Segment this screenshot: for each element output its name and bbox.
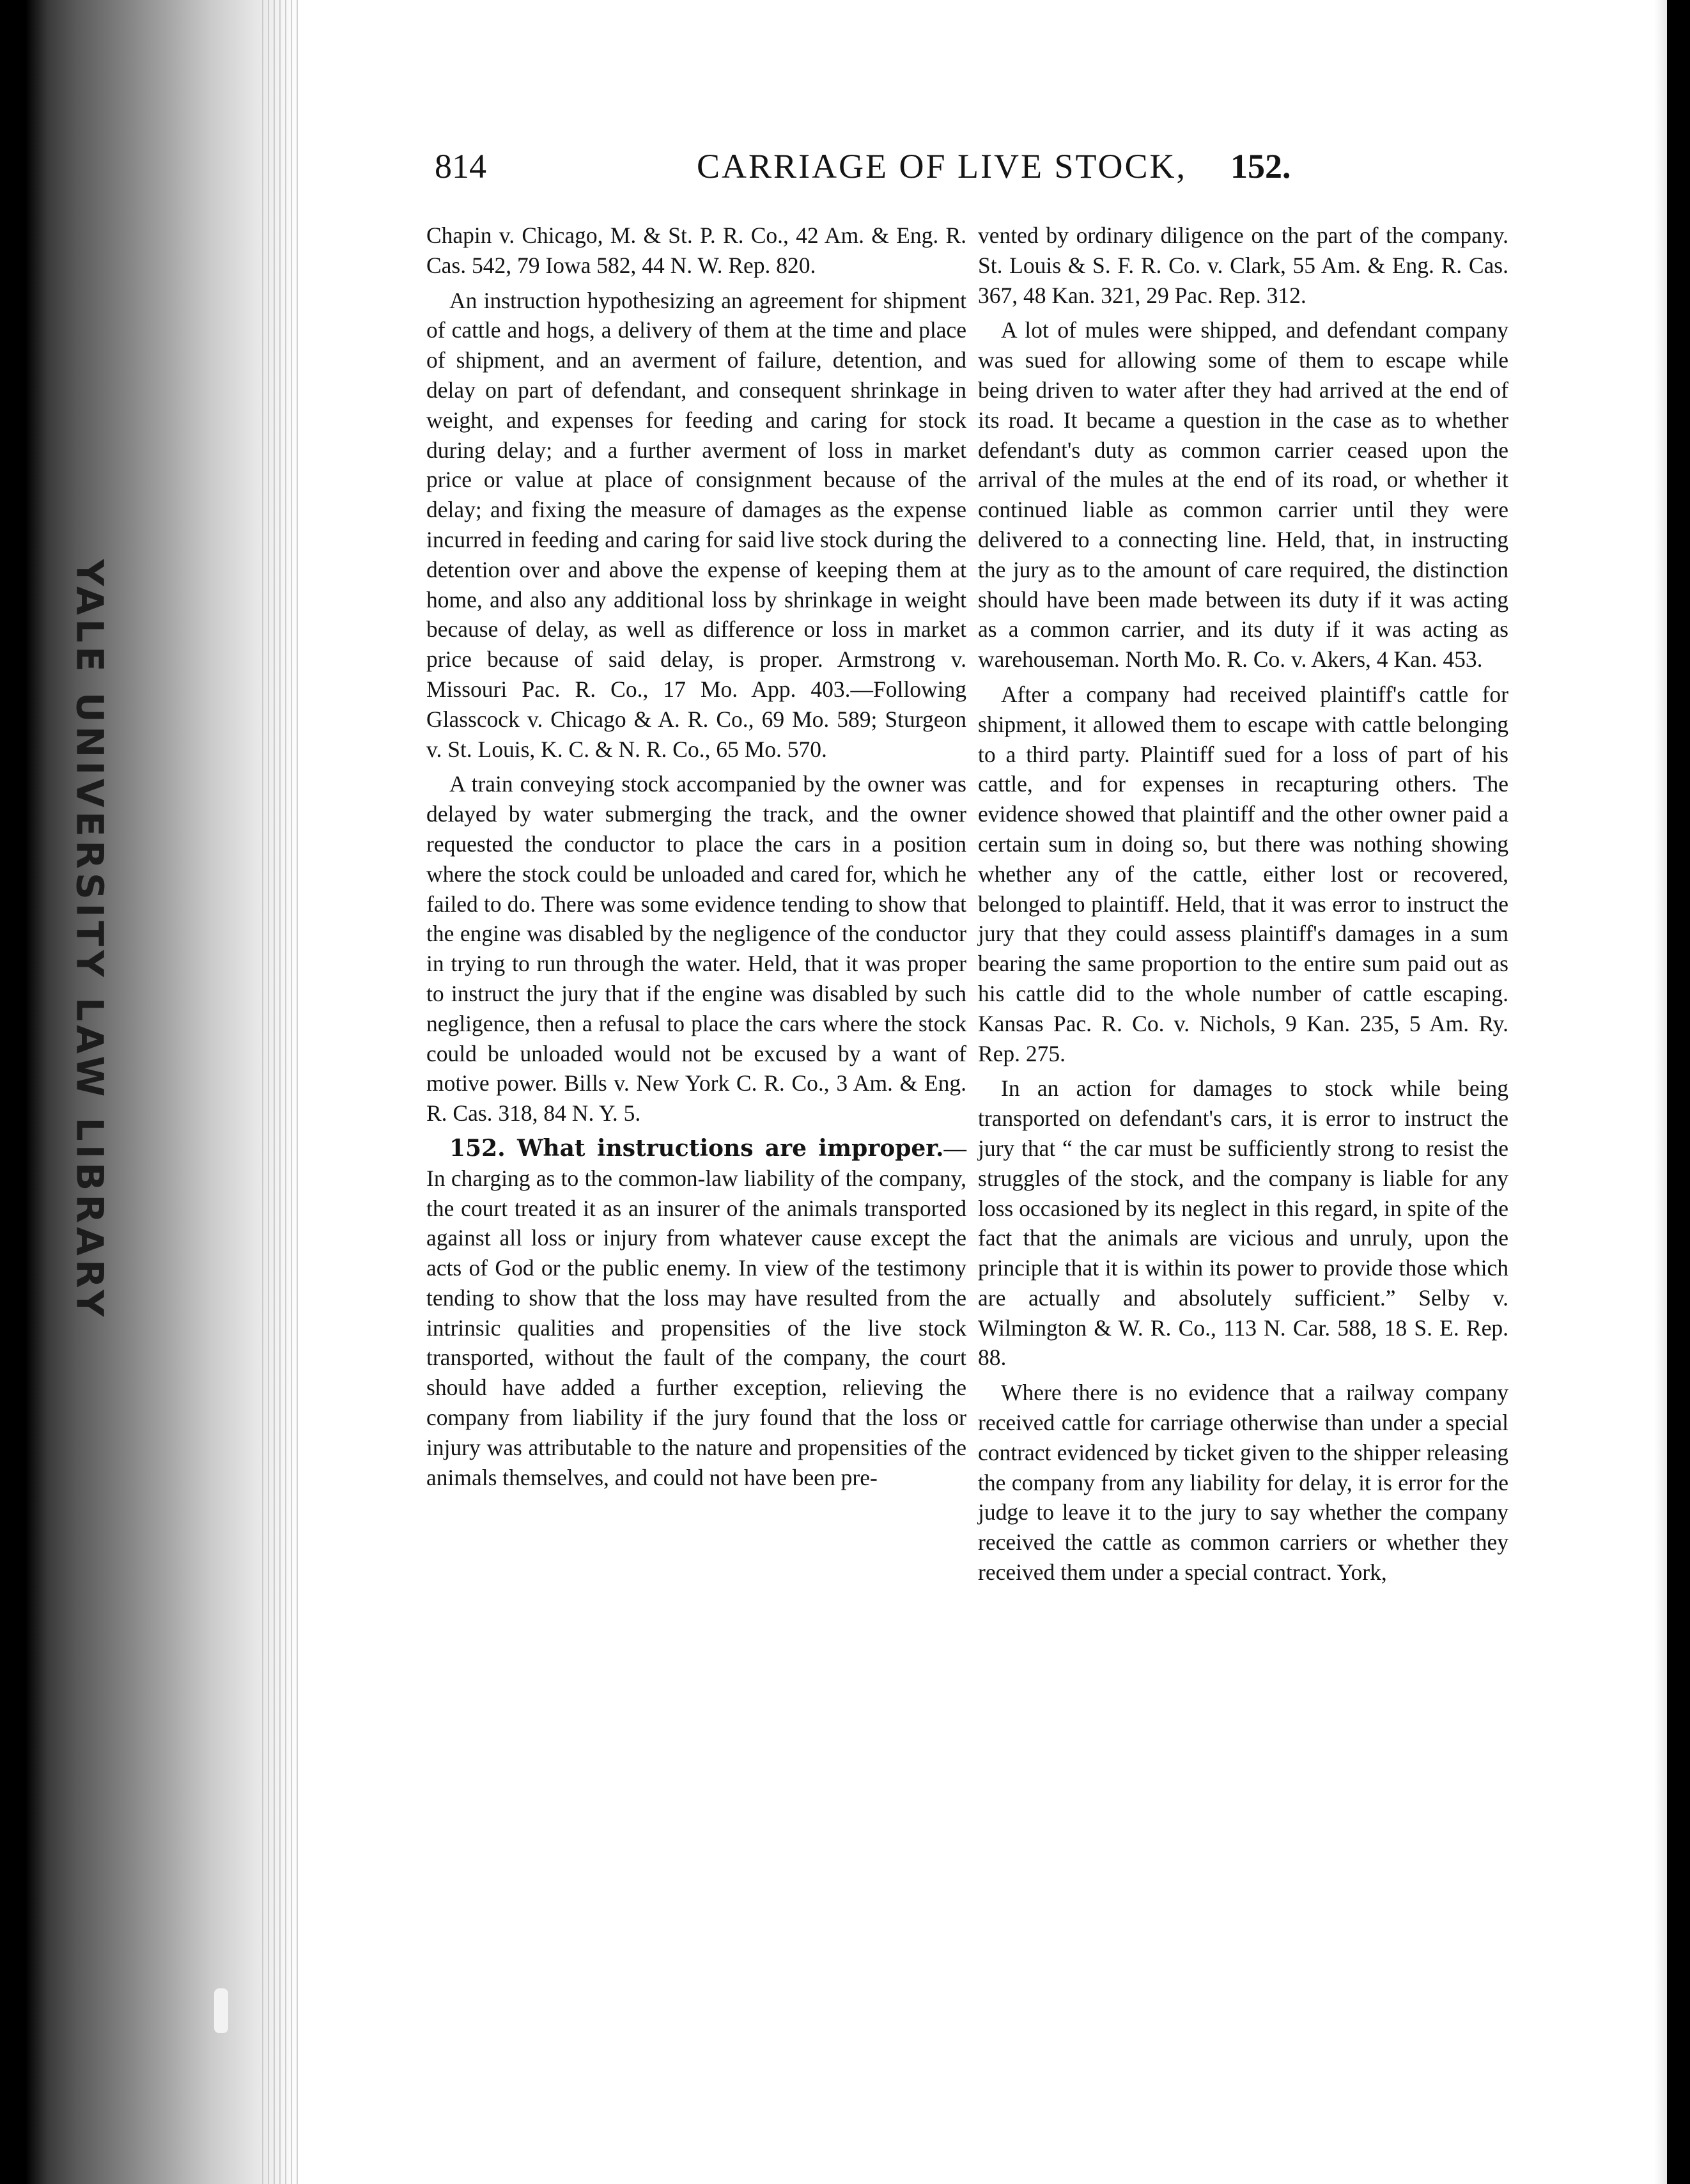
left-paragraph-3: A train conveying stock accompanied by the owner was delayed by water submerging the track, and the owner requested the conductor to place the cars in a position where the stock could be unloaded and cared for, which he failed to do. There was some evidence tending to show that the engine was disabled by the negligence of the conductor in trying to run through the water. Held, that it was proper to instruct the jury that if the engine was disabled by such negligence, then a refusal to place the cars where the stock could be unloaded would not be excused by a want of motive power. Bills v. New York C. R. Co., 3 Am. & Eng. R. Cas. 318, 84 N. Y. 5. xyxy=(426,771,966,1127)
running-title: CARRIAGE OF LIVE STOCK, xyxy=(697,147,1188,185)
page-number: 814 xyxy=(435,147,486,185)
spine-blemish xyxy=(214,1988,228,2033)
page-edge-stripes xyxy=(262,0,300,2184)
right-paragraph-4: In an action for damages to stock while being transported on defendant's cars, it is error to instruct the jury that “ the car must be sufficiently strong to resist the struggles of the stock, and the company is liable for any loss occasioned by its neglect in this regard, in spite of the fact that the animals are vicious and unruly, upon the principle that it is within its power to provide those which are actually and absolutely sufficient.” Selby v. Wilmington & W. R. Co., 113 N. Car. 588, 18 S. E. Rep. 88. xyxy=(978,1075,1508,1371)
right-paragraph-5: Where there is no evidence that a railway company received cattle for carriage otherwise than under a special contract evidenced by ticket given to the shipper releasing the company from any liability for delay, it is error for the judge to leave it to the jury to say whether the company received the cattle as common carriers or whether they received them under a special contract. York, xyxy=(978,1380,1508,1586)
spine-stamp xyxy=(51,559,128,1321)
next-page-edge xyxy=(1654,0,1667,2184)
right-column xyxy=(978,221,1508,1587)
section-heading: 152. What instructions are improper. xyxy=(449,1134,944,1162)
section-body: —In charging as to the common-law liability of the company, the court treated it as an insurer of the animals transported against all loss or injury from whatever cause except the acts of God or the public enemy. In view of the testimony tending to show that the loss may have resulted from the intrinsic qualities and propensities of the live stock transported, without the fault of the company, the court should have added a further exception, relieving the company from liability if the jury found that the loss or injury was attributable to the nature and propensities of the animals themselves, and could not have been pre- xyxy=(426,1135,966,1490)
right-paragraph-3: After a company had received plaintiff's cattle for shipment, it allowed them to escape with cattle belonging to a third party. Plaintiff sued for a loss of part of his cattle, and for expenses in recapturing others. The evidence showed that plaintiff and the other owner paid a certain sum in doing so, but there was nothing showing whether any of the cattle, either lost or recovered, belonged to plaintiff. Held, that it was error to instruct the jury that they could assess plaintiff's damages in a sum bearing the same proportion to the entire sum paid out as his cattle did to the whole number of cattle escaping. Kansas Pac. R. Co. v. Nichols, 9 Kan. 235, 5 Am. Ry. Rep. 275. xyxy=(978,681,1508,1066)
left-paragraph-1: Chapin v. Chicago, M. & St. P. R. Co., 42 Am. & Eng. R. Cas. 542, 79 Iowa 582, 44 N. W. Rep. 820. xyxy=(426,222,966,278)
spine-stamp-text: YALE UNIVERSITY LAW LIBRARY xyxy=(68,559,112,1321)
left-paragraph-2: An instruction hypothesizing an agreement for shipment of cattle and hogs, a delivery of them at the time and place of shipment, and an averment of failure, detention, and delay on part of defendant, and consequent shrinkage in weight, and expenses for feeding and caring for stock during delay; and a further averment of loss in market price or value at place of consignment because of the delay; and fixing the measure of damages as the expense incurred in feeding and caring for said live stock during the detention over and above the expense of keeping them at home, and also any additional loss by shrinkage in weight because of delay, as well as difference or loss in market price because of said delay, is proper. Armstrong v. Missouri Pac. R. Co., 17 Mo. App. 403.—Following Glasscock v. Chicago & A. R. Co., 69 Mo. 589; Sturgeon v. St. Louis, K. C. & N. R. Co., 65 Mo. 570. xyxy=(426,287,966,762)
running-head xyxy=(435,144,1291,189)
left-paragraph-4 xyxy=(426,1134,966,1493)
running-section-number: 152. xyxy=(1230,147,1291,185)
left-column xyxy=(426,221,966,1492)
right-paragraph-1: vented by ordinary diligence on the part of the company. St. Louis & S. F. R. Co. v. Clark, 55 Am. & Eng. R. Cas. 367, 48 Kan. 321, 29 Pac. Rep. 312. xyxy=(978,222,1508,308)
right-paragraph-2: A lot of mules were shipped, and defendant company was sued for allowing some of them to escape while being driven to water after they had arrived at the end of its road. It became a question in the case as to whether defendant's duty as common carrier ceased upon the arrival of the mules at the end of its road, or whether it continued liable as common carrier until they were delivered to a connecting line. Held, that, in instructing the jury as to the amount of care required, the distinction should have been made between its duty if it was acting as a common carrier, and its duty if it was acting as warehouseman. North Mo. R. Co. v. Akers, 4 Kan. 453. xyxy=(978,317,1508,673)
book-spine-gutter xyxy=(0,0,300,2184)
